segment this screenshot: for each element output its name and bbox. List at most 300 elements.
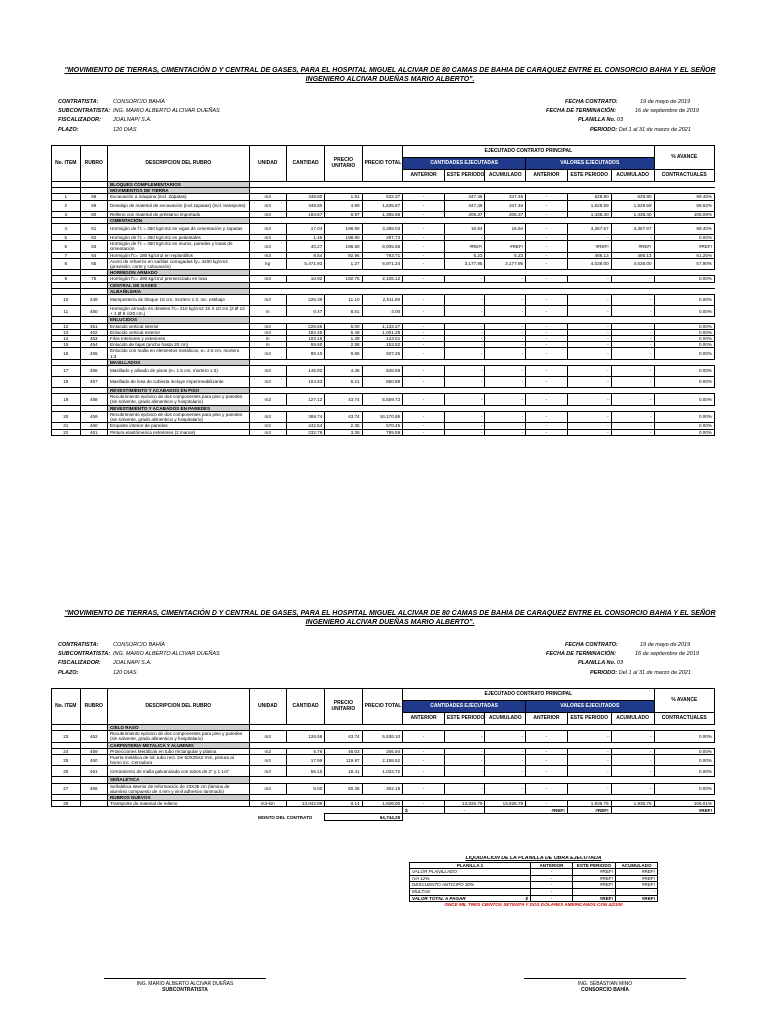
- val-anterior: -: [526, 755, 568, 766]
- item-unit-price: 6.21: [325, 377, 362, 388]
- val-este-periodo: #REF!: [567, 241, 611, 252]
- item-total-price: 3,388.03: [362, 224, 403, 235]
- subcontratista-value: ING. MARIO ALBERTO ALCIVAR DUEÑAS: [113, 108, 220, 114]
- item-unit-price: 192.75: [325, 276, 362, 282]
- planilla-row: [578, 116, 623, 124]
- item-unit-price: 8.51: [325, 306, 362, 317]
- avance-pct: 0.00%: [654, 429, 714, 435]
- item-number: 27: [52, 783, 81, 794]
- val-este-periodo: -: [567, 342, 611, 348]
- qty-este-periodo: #REF!: [444, 241, 485, 252]
- item-total-price: 1,132.27: [362, 323, 403, 329]
- rubro-code: 453: [80, 336, 107, 342]
- rubro-code: 58: [80, 194, 107, 200]
- val-anterior: -: [526, 276, 568, 282]
- val-anterior: -: [526, 235, 568, 241]
- item-number: 2: [52, 200, 81, 211]
- col-val-este-periodo: ESTE PERIODO: [567, 170, 611, 182]
- monto-value: 64,744.25: [325, 814, 403, 821]
- liq-row-label: IVA 12%: [410, 875, 531, 882]
- col-cantidades-ejecutadas: CANTIDADES EJECUTADAS: [403, 158, 526, 170]
- table-row: [52, 783, 715, 794]
- col-contractuales: CONTRACTUALES: [654, 713, 714, 725]
- item-description: Excavación a máquina (incl. Zapatas): [107, 194, 249, 200]
- item-description: Relleno con material de préstamo importado: [107, 211, 249, 217]
- qty-anterior: -: [403, 429, 445, 435]
- avance-pct: 0.00%: [654, 731, 714, 742]
- item-total-price: 789.59: [362, 429, 403, 435]
- qty-este-periodo: 5.23: [444, 252, 485, 258]
- item-total-price: 153.52: [362, 342, 403, 348]
- rubro-code: 454: [80, 342, 107, 348]
- qty-acumulado: -: [485, 731, 526, 742]
- item-description: Enlucido de fajas (ancho hasta 20 cm): [107, 342, 249, 348]
- val-acumulado: -: [611, 235, 654, 241]
- qty-acumulado: -: [485, 276, 526, 282]
- col-cant-acumulado: ACUMULADO: [485, 170, 526, 182]
- item-number: 17: [52, 366, 81, 377]
- qty-este-periodo: -: [444, 748, 485, 754]
- table-row: [52, 429, 715, 435]
- rubro-code: 449: [80, 295, 107, 306]
- periodo-label: PERIODO:: [590, 127, 618, 133]
- val-este-periodo: -: [567, 783, 611, 794]
- table-row: [52, 241, 715, 252]
- section-title: REVESTIMIENTO Y ACABADOS EN PAREDES: [107, 405, 249, 411]
- val-este-periodo: -: [567, 295, 611, 306]
- val-este-periodo: -: [567, 377, 611, 388]
- item-number: 15: [52, 342, 81, 348]
- item-description: Mampostería de bloque 15 cm, mortero 1:3, inc. estibaje: [107, 295, 249, 306]
- qty-anterior: -: [403, 394, 445, 405]
- qty-anterior: -: [403, 211, 445, 217]
- item-unit-price: 198.80: [325, 224, 362, 235]
- qty-acumulado: -: [485, 766, 526, 777]
- val-este-periodo: 3,367.67: [567, 224, 611, 235]
- item-quantity: 95.10: [286, 348, 324, 359]
- liq-total-row: [410, 895, 658, 902]
- val-acumulado: -: [611, 394, 654, 405]
- item-number: 28: [52, 801, 81, 807]
- item-description: Masillado de losa de cubierta incluye impermeabilizante: [107, 377, 249, 388]
- item-unit-price: 11.10: [325, 295, 362, 306]
- item-number: 5: [52, 235, 81, 241]
- item-unit-price: 9.86: [325, 348, 362, 359]
- planilla-label-2: PLANILLA No.: [578, 660, 616, 666]
- item-quantity: 226.55: [286, 323, 324, 329]
- rubro-code: 460: [80, 755, 107, 766]
- val-acumulado: -: [611, 783, 654, 794]
- rubro-code: 457: [80, 377, 107, 388]
- col-cant-anterior: ANTERIOR: [403, 713, 445, 725]
- avance-pct: 0.00%: [654, 766, 714, 777]
- col-rubro: RUBRO: [80, 689, 107, 725]
- item-quantity: 242.54: [286, 423, 324, 429]
- item-unit: m2: [249, 348, 286, 359]
- avance-pct: 0.00%: [654, 295, 714, 306]
- qty-anterior: -: [403, 224, 445, 235]
- item-number: 24: [52, 748, 81, 754]
- val-este-periodo: -: [567, 329, 611, 335]
- fecha-contrato-value: 19 de mayo de 2019: [640, 99, 691, 105]
- item-number: 7: [52, 252, 81, 258]
- items-table-2: [51, 688, 715, 821]
- avance-pct: 106.01%: [654, 801, 714, 807]
- item-total-price: 793.71: [362, 252, 403, 258]
- firma-der-cargo: CONSORCIO BAHÍA: [580, 987, 630, 993]
- subcontratista-label: SUBCONTRATISTA:: [58, 108, 111, 114]
- col-unidad: UNIDAD: [249, 689, 286, 725]
- qty-anterior: -: [403, 366, 445, 377]
- val-acumulado: -: [611, 429, 654, 435]
- item-description: Hormigón f'c= 280 kg/cm2 premezclado en losa: [107, 276, 249, 282]
- col-val-este-periodo: ESTE PERIODO: [567, 713, 611, 725]
- planilla-value-2: 03: [616, 660, 624, 666]
- item-total-price: 1,826.00: [362, 801, 403, 807]
- qty-acumulado: #REF!: [485, 241, 526, 252]
- qty-anterior: -: [403, 377, 445, 388]
- qty-acumulado: -: [485, 755, 526, 766]
- rubro-code: 62: [80, 235, 107, 241]
- item-unit: kg: [249, 258, 286, 269]
- liq-row-label: MULTAS: [410, 888, 531, 895]
- rubro-code: 451: [80, 323, 107, 329]
- subcontratista-label-2: SUBCONTRATISTA:: [58, 651, 111, 657]
- qty-acumulado: -: [485, 748, 526, 754]
- val-este-periodo: 628.90: [567, 194, 611, 200]
- liq-row-label: DESCUENTO ANTICIPO 30%: [410, 882, 531, 889]
- qty-anterior: -: [403, 801, 445, 807]
- section-title: RUBROS NUEVOS: [107, 795, 249, 801]
- item-description: Puerta metálica de tol, tubo rect. De 50X25X2 mm, pintura al horno inc. Cerradura: [107, 755, 249, 766]
- val-este-periodo: -: [567, 323, 611, 329]
- qty-este-periodo: -: [444, 411, 485, 422]
- liq-row-acum: -: [616, 888, 658, 895]
- qty-este-periodo: -: [444, 306, 485, 317]
- plazo-value-2: 120 DIAS: [113, 670, 137, 676]
- val-este-periodo: -: [567, 336, 611, 342]
- qty-anterior: -: [403, 323, 445, 329]
- qty-acumulado: -: [485, 348, 526, 359]
- item-number: 8: [52, 258, 81, 269]
- rubro-code: 456: [80, 783, 107, 794]
- fecha-contrato-row-2: [565, 641, 690, 649]
- val-anterior: -: [526, 329, 568, 335]
- item-description: Recubrimiento epóxico de dos componentes para piso y paredes (sin solvente, grado alimenticio y hospitalario): [107, 394, 249, 405]
- val-acumulado: 1,935.75: [611, 801, 654, 807]
- qty-acumulado: -: [485, 423, 526, 429]
- item-unit: m: [249, 342, 286, 348]
- val-este-periodo: -: [567, 766, 611, 777]
- item-description: Protecciones Metálicas en tubo rectangular y platina: [107, 748, 249, 754]
- liq-total-anterior: -: [531, 895, 573, 902]
- contratista-row-2: [58, 641, 165, 649]
- fiscalizador-row-2: [58, 659, 152, 667]
- item-quantity: 5,471.93: [286, 258, 324, 269]
- qty-este-periodo: -: [444, 276, 485, 282]
- item-total-price: 265.94: [362, 748, 403, 754]
- plazo-value: 120 DIAS: [113, 127, 137, 133]
- val-anterior: -: [526, 224, 568, 235]
- val-acumulado: -: [611, 342, 654, 348]
- qty-anterior: -: [403, 766, 445, 777]
- val-acumulado: -: [611, 731, 654, 742]
- item-description: Cerramiento de malla galvanizada con tubos de 2" y 1 1/4": [107, 766, 249, 777]
- col-avance: % AVANCE: [654, 146, 714, 170]
- item-unit-price: 198.80: [325, 241, 362, 252]
- val-acumulado: 3,367.67: [611, 224, 654, 235]
- fecha-terminacion-value: 16 de septiembre de 2019: [635, 108, 699, 114]
- item-unit: m3: [249, 194, 286, 200]
- item-unit: m2: [249, 394, 286, 405]
- qty-anterior: -: [403, 194, 445, 200]
- item-total-price: 16,170.95: [362, 411, 403, 422]
- item-unit-price: 2.35: [325, 423, 362, 429]
- item-quantity: 8.54: [286, 252, 324, 258]
- avance-pct: 0.00%: [654, 235, 714, 241]
- val-acumulado: -: [611, 411, 654, 422]
- val-anterior: -: [526, 366, 568, 377]
- item-unit: m3: [249, 276, 286, 282]
- fecha-contrato-label-2: FECHA CONTRATO:: [565, 642, 618, 648]
- monto-label: MONTO DEL CONTRATO: [257, 814, 313, 820]
- item-unit-price: 92.95: [325, 252, 362, 258]
- section-title: SEÑALETICA: [107, 777, 249, 783]
- item-unit-price: 6.97: [325, 211, 362, 217]
- rubro-code: 59: [80, 200, 107, 211]
- fecha-contrato-row: [565, 98, 690, 106]
- periodo-value-2: Del 1 al 31 de marzo de 2021: [618, 670, 691, 676]
- item-unit: m3: [249, 200, 286, 211]
- table-row: [52, 306, 715, 317]
- val-acumulado: 1,438.40: [611, 211, 654, 217]
- contratista-row: [58, 98, 165, 106]
- val-acumulado: -: [611, 423, 654, 429]
- item-total-price: 648.59: [362, 366, 403, 377]
- qty-este-periodo: -: [444, 377, 485, 388]
- col-unidad: UNIDAD: [249, 146, 286, 182]
- liquidacion-table: [409, 856, 658, 908]
- col-val-acumulado: ACUMULADO: [611, 170, 654, 182]
- liq-total-este: #REF!: [573, 895, 616, 902]
- avance-pct: 0.00%: [654, 755, 714, 766]
- qty-acumulado: -: [485, 394, 526, 405]
- item-unit: m: [249, 306, 286, 317]
- qty-este-periodo: -: [444, 348, 485, 359]
- plazo-label: PLAZO:: [58, 127, 79, 133]
- fiscalizador-label-2: FISCALIZADOR:: [58, 660, 101, 666]
- subcontratista-row-2: [58, 650, 220, 658]
- item-number: 23: [52, 731, 81, 742]
- item-quantity: 127.12: [286, 394, 324, 405]
- qty-acumulado: -: [485, 295, 526, 306]
- qty-este-periodo: -: [444, 429, 485, 435]
- periodo-label-2: PERIODO:: [590, 670, 618, 676]
- item-number: 22: [52, 429, 81, 435]
- rubro-code: 65: [80, 258, 107, 269]
- val-este-periodo: -: [567, 348, 611, 359]
- item-unit: m3-km: [249, 801, 286, 807]
- qty-acumulado: 206.37: [485, 211, 526, 217]
- item-unit: m2: [249, 329, 286, 335]
- liq-col-planilla: PLANILLA 1: [410, 862, 531, 869]
- item-number: 9: [52, 276, 81, 282]
- fecha-contrato-label: FECHA CONTRATO:: [565, 99, 618, 105]
- item-total-price: 1,355.88: [362, 211, 403, 217]
- item-description: Hormigón armado en dinteles f'c= 210 kg/cm2 15 X 10 cm (2 Ø 12 + 1 Ø 8 c/20 cm.): [107, 306, 249, 317]
- item-total-price: 570.45: [362, 423, 403, 429]
- qty-este-periodo: -: [444, 323, 485, 329]
- fiscalizador-value: JOALNAPI S.A.: [113, 117, 152, 123]
- qty-este-periodo: -: [444, 295, 485, 306]
- item-quantity: 17.99: [286, 755, 324, 766]
- item-total-price: 5,559.72: [362, 394, 403, 405]
- liq-row-este: #REF!: [573, 875, 616, 882]
- qty-anterior: -: [403, 783, 445, 794]
- liq-row-este: #REF!: [573, 882, 616, 889]
- col-precio-total: PRECIO TOTAL: [362, 146, 403, 182]
- table-row: [52, 731, 715, 742]
- item-total-price: 650.89: [362, 377, 403, 388]
- section-title: MASILLADOS: [107, 359, 249, 365]
- item-unit-price: 1.81: [325, 194, 362, 200]
- rubro-code: 461: [80, 429, 107, 435]
- qty-acumulado: -: [485, 323, 526, 329]
- plazo-label-2: PLAZO:: [58, 670, 79, 676]
- liq-row-acum: #REF!: [616, 882, 658, 889]
- totals-row: [52, 807, 715, 814]
- val-este-periodo: -: [567, 306, 611, 317]
- table-row: [52, 295, 715, 306]
- totals-anterior: -: [444, 807, 485, 814]
- item-unit: m3: [249, 211, 286, 217]
- qty-acumulado: -: [485, 411, 526, 422]
- col-cant-acumulado: ACUMULADO: [485, 713, 526, 725]
- avance-pct: 0.00%: [654, 783, 714, 794]
- planilla-value: 03: [616, 117, 624, 123]
- item-number: 1: [52, 194, 81, 200]
- qty-este-periodo: -: [444, 366, 485, 377]
- item-unit: m: [249, 336, 286, 342]
- qty-anterior: -: [403, 411, 445, 422]
- document-title: "MOVIMIENTO DE TIERRAS, CIMENTACIÓN D Y CENTRAL DE GASES, PARA EL HOSPITAL MIGUEL ALCIVAR DE 80 CAMAS DE BAHIA DE CARAQUEZ ENTRE EL CONSORCIO BAHIA Y EL SEÑOR INGENIERO ALCIVAR DUEÑAS MARIO ALBERTO".: [64, 67, 716, 83]
- liq-monto-letras: ONCE MIL TRES CIENTOS SETENTA Y DOS DÓLARES AMERICANOS CON 42/100: [444, 902, 623, 908]
- qty-este-periodo: -: [444, 755, 485, 766]
- col-ejecutado: EJECUTADO CONTRATO PRINCIPAL: [403, 146, 654, 158]
- val-este-periodo: -: [567, 731, 611, 742]
- item-description: Enlucido con malla en elementos metálicos, e= 2.5 cm, mortero 1:3: [107, 348, 249, 359]
- val-este-periodo: -: [567, 366, 611, 377]
- item-description: Señalética interior de Información de 23X35 cm (lámina de aluminio compuesto de 4 mm y vinil adhesivo laminado): [107, 783, 249, 794]
- table-row: [52, 755, 715, 766]
- section-title: ALBAÑILERIA: [107, 288, 249, 294]
- qty-acumulado: -: [485, 342, 526, 348]
- val-anterior: -: [526, 377, 568, 388]
- item-description: Recubrimiento epóxico de dos componentes para piso y paredes (sin solvente, grado alimenticio y hospitalario): [107, 411, 249, 422]
- item-description: Acero de refuerzo en varillas corrugadas fy= 4200 kg/cm2 (provisión, corte y colocación): [107, 258, 249, 269]
- item-number: 13: [52, 329, 81, 335]
- fiscalizador-value-2: JOALNAPI S.A.: [113, 660, 152, 666]
- totals-body: [52, 807, 715, 821]
- val-acumulado: 1,629.59: [611, 200, 654, 211]
- val-acumulado: -: [611, 276, 654, 282]
- table-row: [52, 224, 715, 235]
- val-anterior: -: [526, 342, 568, 348]
- item-total-price: 5,536.10: [362, 731, 403, 742]
- val-este-periodo: -: [567, 411, 611, 422]
- liq-row: [410, 875, 658, 882]
- item-quantity: 40.27: [286, 241, 324, 252]
- qty-este-periodo: 347.46: [444, 200, 485, 211]
- table-header: [52, 146, 715, 182]
- qty-acumulado: 3,177.95: [485, 258, 526, 269]
- monto-row: [52, 814, 715, 821]
- contratista-label-2: CONTRATISTA:: [58, 642, 99, 648]
- col-cantidad: CANTIDAD: [286, 689, 324, 725]
- firma-izq-cargo: SUBCONTRATISTA: [162, 987, 208, 993]
- item-unit: m2: [249, 411, 286, 422]
- qty-anterior: -: [403, 235, 445, 241]
- qty-acumulado: -: [485, 306, 526, 317]
- col-valores-ejecutados: VALORES EJECUTADOS: [526, 701, 654, 713]
- item-number: 26: [52, 766, 81, 777]
- val-anterior: -: [526, 295, 568, 306]
- avance-pct: 57.90%: [654, 258, 714, 269]
- qty-este-periodo: 16.94: [444, 224, 485, 235]
- val-anterior: -: [526, 731, 568, 742]
- item-description: Hormigón de f'c = 350 kg/cm2 en muros, paredes y losas de cimentación: [107, 241, 249, 252]
- qty-acumulado: -: [485, 377, 526, 388]
- val-acumulado: 4,036.00: [611, 258, 654, 269]
- qty-anterior: -: [403, 241, 445, 252]
- item-unit: m2: [249, 423, 286, 429]
- qty-acumulado: -: [485, 366, 526, 377]
- item-unit-price: 2.58: [325, 342, 362, 348]
- section-title: CIMENTACIÓN: [107, 217, 249, 223]
- periodo-row-2: [590, 669, 691, 677]
- item-unit-price: 46.03: [325, 748, 362, 754]
- item-unit-price: 43.74: [325, 394, 362, 405]
- liq-row-anterior: -: [531, 882, 573, 889]
- item-total-price: 2,511.80: [362, 295, 403, 306]
- fecha-terminacion-row-2: [546, 650, 699, 658]
- qty-este-periodo: -: [444, 235, 485, 241]
- col-cant-este-periodo: ESTE PERIODO: [444, 713, 485, 725]
- qty-anterior: -: [403, 329, 445, 335]
- table-row: [52, 394, 715, 405]
- item-total-price: 2,158.52: [362, 755, 403, 766]
- item-quantity: 10.92: [286, 276, 324, 282]
- val-acumulado: -: [611, 336, 654, 342]
- val-anterior: -: [526, 258, 568, 269]
- qty-anterior: -: [403, 276, 445, 282]
- contratista-label: CONTRATISTA:: [58, 99, 99, 105]
- rubro-code: 456: [80, 366, 107, 377]
- qty-anterior: -: [403, 336, 445, 342]
- qty-este-periodo: -: [444, 394, 485, 405]
- val-acumulado: -: [611, 295, 654, 306]
- liq-row-anterior: -: [531, 888, 573, 895]
- avance-pct: 99.45%: [654, 194, 714, 200]
- avance-pct: 0.00%: [654, 276, 714, 282]
- val-este-periodo: -: [567, 394, 611, 405]
- val-anterior: -: [526, 411, 568, 422]
- qty-anterior: -: [403, 306, 445, 317]
- rubro-code: 461: [80, 766, 107, 777]
- item-unit: m3: [249, 235, 286, 241]
- item-description: Enlucido vertical interior: [107, 323, 249, 329]
- col-precio-unitario: PRECIO UNITARIO: [325, 146, 362, 182]
